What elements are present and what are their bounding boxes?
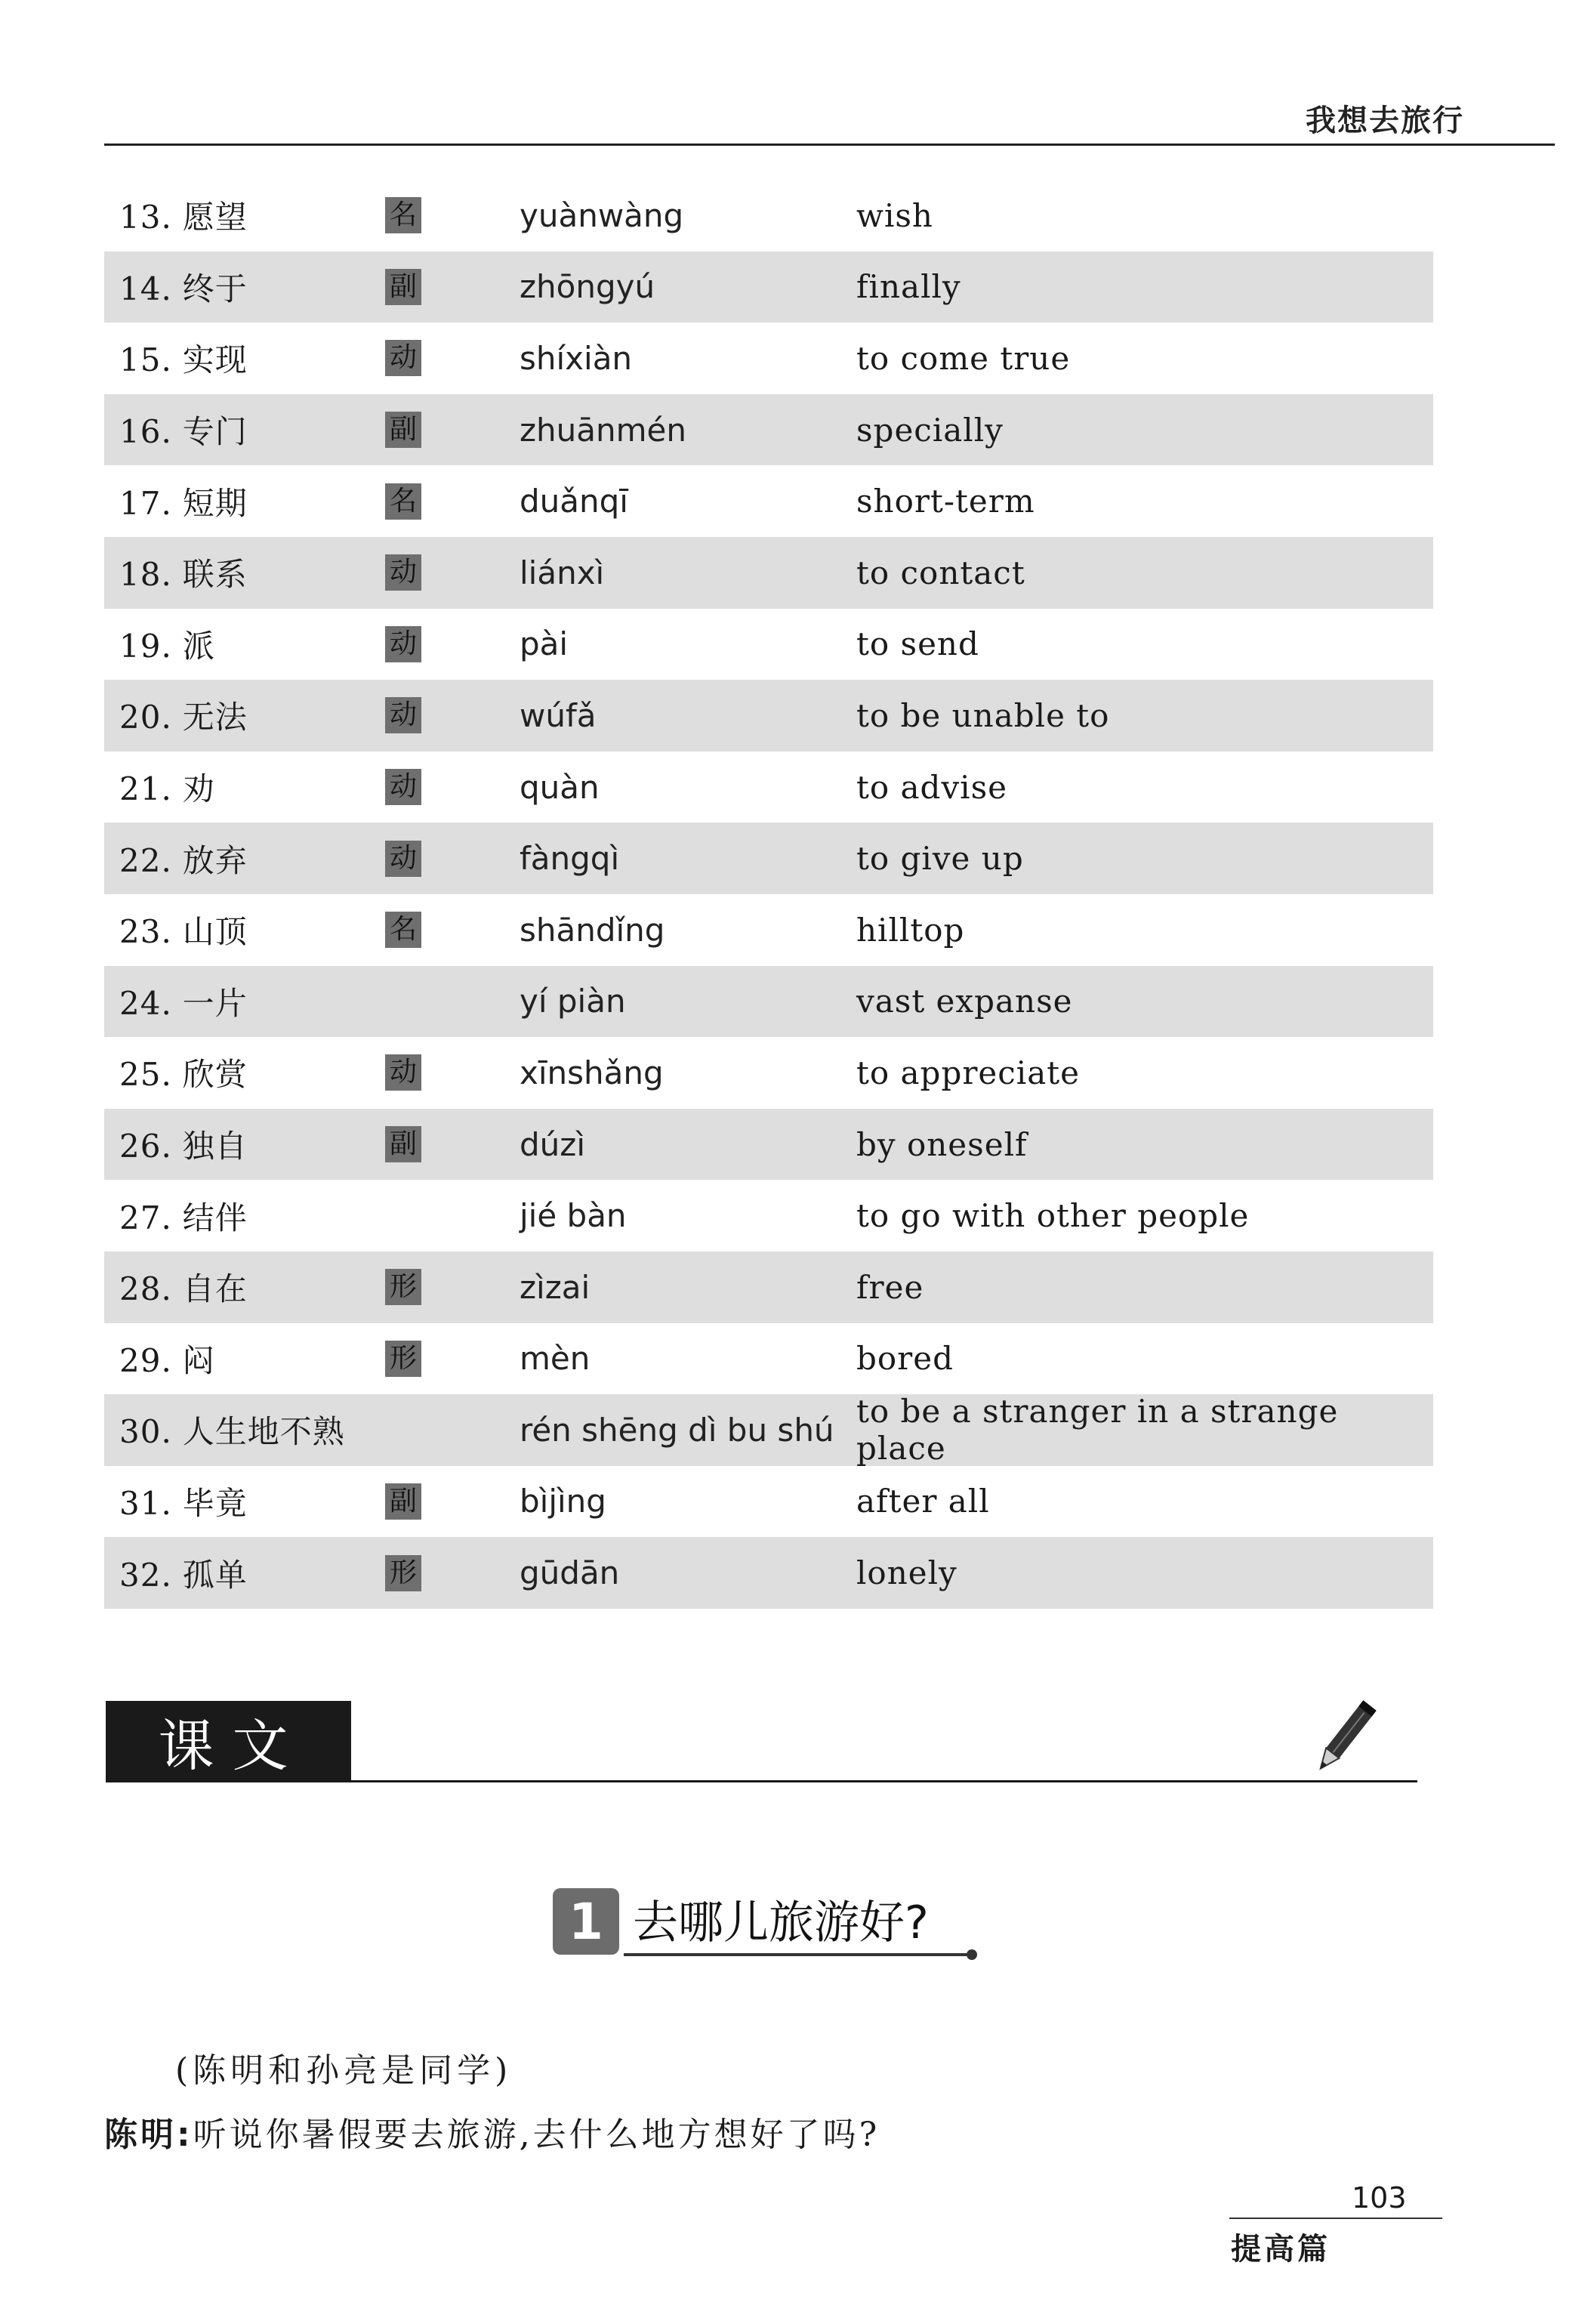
vocab-word: 终于 bbox=[182, 270, 248, 307]
vocab-row bbox=[104, 1180, 1433, 1252]
vocab-word: 欣赏 bbox=[182, 1056, 248, 1094]
part-of-speech-badge: 动 bbox=[385, 841, 421, 877]
vocab-row bbox=[104, 752, 1433, 823]
footer-section-label: 提高篇 bbox=[1231, 2231, 1331, 2267]
vocab-meaning: specially bbox=[856, 411, 1004, 449]
vocab-number: 20. bbox=[119, 699, 172, 736]
vocab-row bbox=[104, 1466, 1433, 1538]
vocab-meaning: wish bbox=[856, 196, 933, 234]
vocab-number-word bbox=[119, 1264, 248, 1310]
vocab-meaning: short-term bbox=[856, 483, 1035, 520]
vocab-pinyin: jié bàn bbox=[520, 1197, 627, 1235]
vocab-number: 28. bbox=[119, 1270, 172, 1308]
vocab-word: 实现 bbox=[182, 341, 248, 379]
part-of-speech-badge: 动 bbox=[385, 697, 421, 733]
vocab-row bbox=[104, 465, 1433, 537]
section-divider bbox=[351, 1780, 1417, 1782]
vocab-number-word bbox=[119, 1479, 248, 1524]
page-header-title: 我想去旅行 bbox=[1306, 103, 1464, 138]
vocab-number: 30. bbox=[119, 1413, 172, 1451]
vocab-number-word bbox=[119, 622, 215, 667]
vocab-pinyin: yí piàn bbox=[520, 983, 626, 1020]
vocab-pinyin: dúzì bbox=[520, 1125, 585, 1163]
vocab-number: 15. bbox=[119, 341, 172, 379]
vocab-pinyin: yuànwàng bbox=[520, 196, 684, 234]
vocab-row bbox=[104, 680, 1433, 752]
part-of-speech-badge: 形 bbox=[385, 1555, 421, 1591]
vocab-number: 29. bbox=[119, 1341, 172, 1379]
vocab-meaning: to send bbox=[856, 625, 979, 663]
vocab-row bbox=[104, 180, 1433, 252]
vocab-word: 独自 bbox=[182, 1128, 248, 1165]
dialogue-line bbox=[104, 2107, 880, 2156]
vocab-number-word bbox=[119, 1336, 215, 1381]
vocab-pinyin: wúfǎ bbox=[520, 696, 597, 734]
vocab-word: 闷 bbox=[182, 1341, 215, 1379]
vocab-word: 劝 bbox=[182, 770, 215, 808]
vocab-number: 31. bbox=[119, 1484, 172, 1522]
vocab-number: 14. bbox=[119, 270, 172, 307]
part-of-speech-badge: 形 bbox=[385, 1269, 421, 1305]
vocab-number-word bbox=[119, 693, 248, 738]
vocab-number-word bbox=[119, 193, 248, 238]
part-of-speech-badge: 名 bbox=[385, 197, 421, 233]
pencil-icon bbox=[1299, 1692, 1389, 1782]
vocab-number: 16. bbox=[119, 413, 172, 451]
vocab-pinyin: bìjìng bbox=[520, 1483, 606, 1520]
vocab-row bbox=[104, 609, 1433, 681]
vocab-row bbox=[104, 1394, 1433, 1466]
vocab-pinyin: pài bbox=[520, 625, 569, 663]
dialogue-context-note: (陈明和孙亮是同学) bbox=[175, 2051, 513, 2090]
vocab-meaning: to be a stranger in a strange place bbox=[856, 1393, 1339, 1468]
vocab-meaning: lonely bbox=[856, 1554, 957, 1592]
vocab-row bbox=[104, 1109, 1433, 1181]
vocab-row bbox=[104, 537, 1433, 609]
vocab-number: 13. bbox=[119, 199, 172, 236]
part-of-speech-badge: 名 bbox=[385, 912, 421, 948]
vocab-number-word bbox=[119, 836, 248, 881]
vocab-meaning: to give up bbox=[856, 840, 1024, 878]
part-of-speech-badge: 副 bbox=[385, 1126, 421, 1162]
vocab-pinyin: quàn bbox=[520, 768, 600, 806]
vocab-row bbox=[104, 323, 1433, 394]
vocab-word: 无法 bbox=[182, 699, 248, 736]
vocab-number-word bbox=[119, 979, 248, 1024]
vocabulary-list bbox=[104, 180, 1433, 1609]
vocab-row bbox=[104, 252, 1433, 323]
header-divider bbox=[104, 144, 1555, 146]
vocab-word: 愿望 bbox=[182, 199, 248, 236]
vocab-number-word bbox=[119, 1050, 248, 1095]
section-heading: 课文 bbox=[106, 1701, 351, 1782]
vocab-word: 结伴 bbox=[182, 1199, 248, 1236]
vocab-number: 32. bbox=[119, 1556, 172, 1594]
vocab-pinyin: zhuānmén bbox=[520, 411, 687, 449]
vocab-meaning: to be unable to bbox=[856, 696, 1110, 734]
vocab-number-word bbox=[119, 1193, 248, 1239]
vocab-word: 放弃 bbox=[182, 841, 248, 879]
vocab-pinyin: zìzai bbox=[520, 1268, 591, 1306]
vocab-number-word bbox=[119, 1122, 248, 1167]
vocab-pinyin: rén shēng dì bu shú bbox=[520, 1411, 834, 1449]
vocab-row bbox=[104, 966, 1433, 1038]
part-of-speech-badge: 形 bbox=[385, 1341, 421, 1377]
vocab-number-word bbox=[119, 907, 248, 952]
vocab-word: 人生地不熟 bbox=[182, 1413, 345, 1451]
part-of-speech-badge: 名 bbox=[385, 483, 421, 520]
part-of-speech-badge: 动 bbox=[385, 554, 421, 591]
vocab-row bbox=[104, 1037, 1433, 1109]
lesson-title: 去哪儿旅游好? bbox=[633, 1897, 929, 1949]
part-of-speech-badge: 副 bbox=[385, 412, 421, 448]
vocab-word: 孤单 bbox=[182, 1556, 248, 1594]
vocab-number-word bbox=[119, 1551, 248, 1596]
vocab-pinyin: xīnshǎng bbox=[520, 1054, 664, 1091]
vocab-row bbox=[104, 1323, 1433, 1395]
vocab-number-word bbox=[119, 479, 248, 524]
vocab-number-word bbox=[119, 550, 248, 595]
vocab-word: 专门 bbox=[182, 413, 248, 451]
vocab-word: 毕竟 bbox=[182, 1484, 248, 1522]
part-of-speech-badge: 动 bbox=[385, 1054, 421, 1091]
vocab-number: 27. bbox=[119, 1199, 172, 1236]
vocab-word: 山顶 bbox=[182, 913, 248, 951]
vocab-number: 23. bbox=[119, 913, 172, 951]
vocab-meaning: finally bbox=[856, 268, 961, 306]
vocab-meaning: after all bbox=[856, 1483, 990, 1520]
vocab-meaning: bored bbox=[856, 1340, 954, 1378]
vocab-word: 短期 bbox=[182, 484, 248, 522]
vocab-row bbox=[104, 823, 1433, 894]
vocab-meaning: free bbox=[856, 1268, 924, 1306]
vocab-number-word bbox=[119, 264, 248, 310]
vocab-meaning: vast expanse bbox=[856, 983, 1073, 1020]
vocab-number: 19. bbox=[119, 627, 172, 665]
lesson-title-dot bbox=[967, 1949, 977, 1960]
vocab-meaning: by oneself bbox=[856, 1125, 1028, 1163]
vocab-number-word bbox=[119, 335, 248, 381]
lesson-title-underline bbox=[624, 1953, 971, 1956]
page-number: 103 bbox=[1352, 2181, 1407, 2214]
lesson-number-badge: 1 bbox=[553, 1888, 619, 1955]
footer-divider bbox=[1229, 2218, 1442, 2219]
part-of-speech-badge: 动 bbox=[385, 626, 421, 662]
vocab-number: 25. bbox=[119, 1056, 172, 1094]
vocab-number: 21. bbox=[119, 770, 172, 808]
vocab-pinyin: gūdān bbox=[520, 1554, 620, 1592]
part-of-speech-badge: 副 bbox=[385, 1483, 421, 1520]
vocab-pinyin: zhōngyú bbox=[520, 268, 655, 306]
vocab-meaning: hilltop bbox=[856, 911, 965, 949]
dialogue-speaker: 陈明: bbox=[104, 2116, 193, 2154]
part-of-speech-badge: 副 bbox=[385, 269, 421, 305]
vocab-number: 24. bbox=[119, 984, 172, 1022]
vocab-number-word bbox=[119, 1407, 345, 1452]
vocab-pinyin: fàngqì bbox=[520, 840, 620, 878]
vocab-meaning: to advise bbox=[856, 768, 1008, 806]
vocab-number: 22. bbox=[119, 841, 172, 879]
vocab-pinyin: duǎnqī bbox=[520, 483, 628, 520]
vocab-meaning: to contact bbox=[856, 554, 1025, 591]
vocab-pinyin: shíxiàn bbox=[520, 339, 633, 377]
vocab-row bbox=[104, 1537, 1433, 1609]
vocab-meaning: to appreciate bbox=[856, 1054, 1080, 1091]
vocab-meaning: to come true bbox=[856, 339, 1071, 377]
vocab-meaning: to go with other people bbox=[856, 1197, 1250, 1235]
part-of-speech-badge: 动 bbox=[385, 769, 421, 805]
vocab-number: 17. bbox=[119, 484, 172, 522]
vocab-number: 26. bbox=[119, 1128, 172, 1165]
vocab-word: 自在 bbox=[182, 1270, 248, 1308]
vocab-number-word bbox=[119, 407, 248, 452]
vocab-number-word bbox=[119, 764, 215, 810]
vocab-word: 派 bbox=[182, 627, 215, 665]
vocab-row bbox=[104, 894, 1433, 966]
vocab-row bbox=[104, 394, 1433, 466]
vocab-pinyin: mèn bbox=[520, 1340, 591, 1378]
dialogue-text: 听说你暑假要去旅游,去什么地方想好了吗? bbox=[193, 2116, 880, 2154]
vocab-row bbox=[104, 1252, 1433, 1323]
part-of-speech-badge: 动 bbox=[385, 340, 421, 376]
vocab-pinyin: liánxì bbox=[520, 554, 605, 591]
vocab-word: 一片 bbox=[182, 984, 248, 1022]
vocab-number: 18. bbox=[119, 556, 172, 594]
vocab-pinyin: shāndǐng bbox=[520, 911, 665, 949]
vocab-word: 联系 bbox=[182, 556, 248, 594]
